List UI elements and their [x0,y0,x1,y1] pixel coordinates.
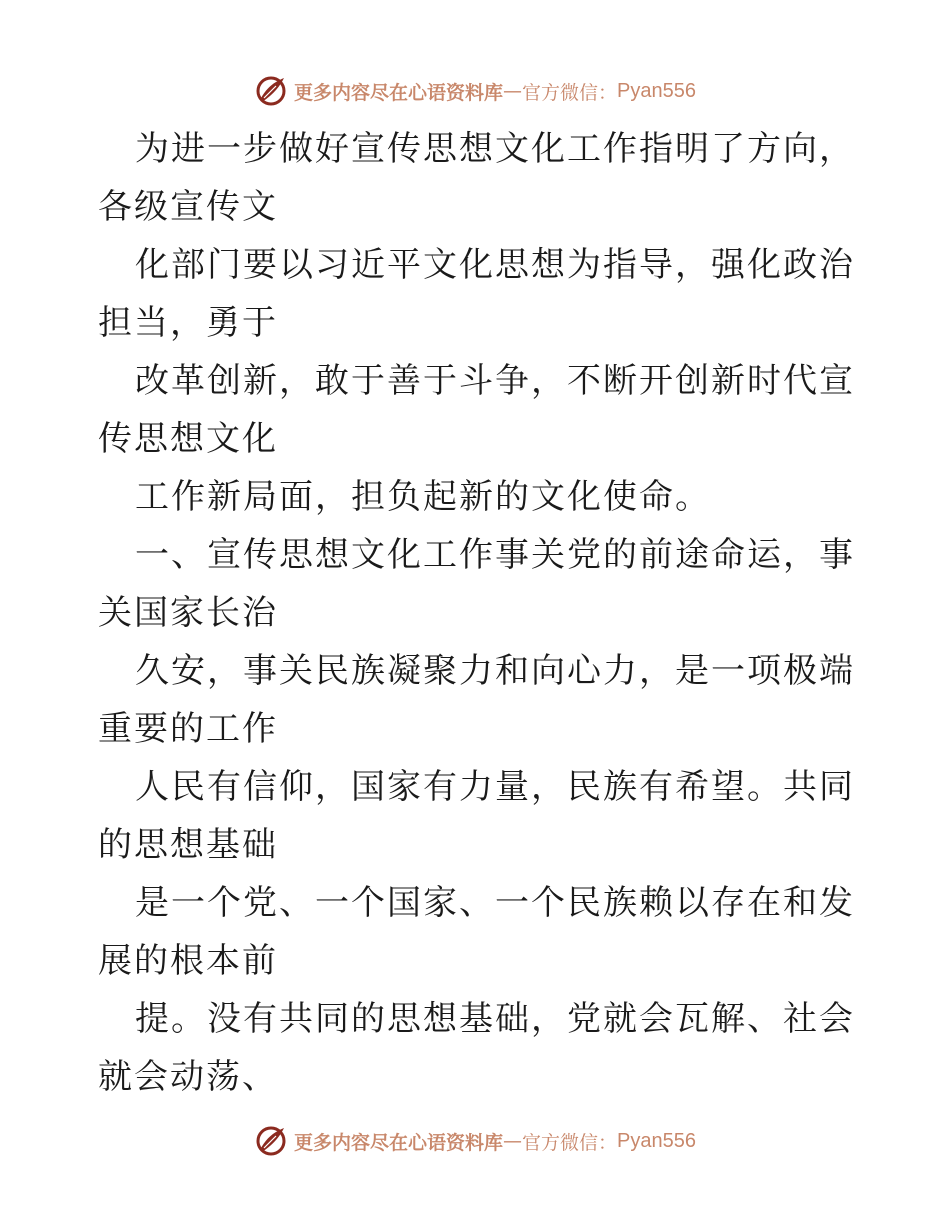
body-line-4: 工作新局面，担负起新的文化使命。 [135,477,711,517]
watermark-wechat-id: Pyan556 [617,79,696,102]
body-line-3: 改革创新，敢于善于斗争，不断开创新时代宣传思想文化 [98,361,855,459]
body-line-2: 化部门要以习近平文化思想为指导，强化政治担当，勇于 [98,245,855,343]
watermark-dash: — [503,1130,523,1152]
feather-logo-icon [254,1124,288,1158]
header-watermark [0,71,950,111]
watermark-main-text: 更多内容尽在心语资料库 [294,81,504,104]
watermark-wechat-label: 官方微信： [522,81,618,104]
watermark-wechat-id: Pyan556 [617,1129,696,1152]
feather-logo-icon [254,74,288,108]
body-line-1: 为进一步做好宣传思想文化工作指明了方向，各级宣传文 [98,129,855,227]
body-line-8: 是一个党、一个国家、一个民族赖以存在和发展的根本前 [98,883,855,981]
body-line-5: 一、宣传思想文化工作事关党的前途命运，事关国家长治 [98,535,855,633]
footer-watermark [0,1121,950,1161]
body-line-9: 提。没有共同的思想基础，党就会瓦解、社会就会动荡、 [98,999,855,1097]
watermark-dash: — [503,80,523,102]
document-body [98,120,858,1106]
watermark-wechat-label: 官方微信： [522,1131,618,1154]
watermark-main-text: 更多内容尽在心语资料库 [294,1131,504,1154]
body-line-7: 人民有信仰，国家有力量，民族有希望。共同的思想基础 [98,767,855,865]
body-line-6: 久安，事关民族凝聚力和向心力，是一项极端重要的工作 [98,651,855,749]
